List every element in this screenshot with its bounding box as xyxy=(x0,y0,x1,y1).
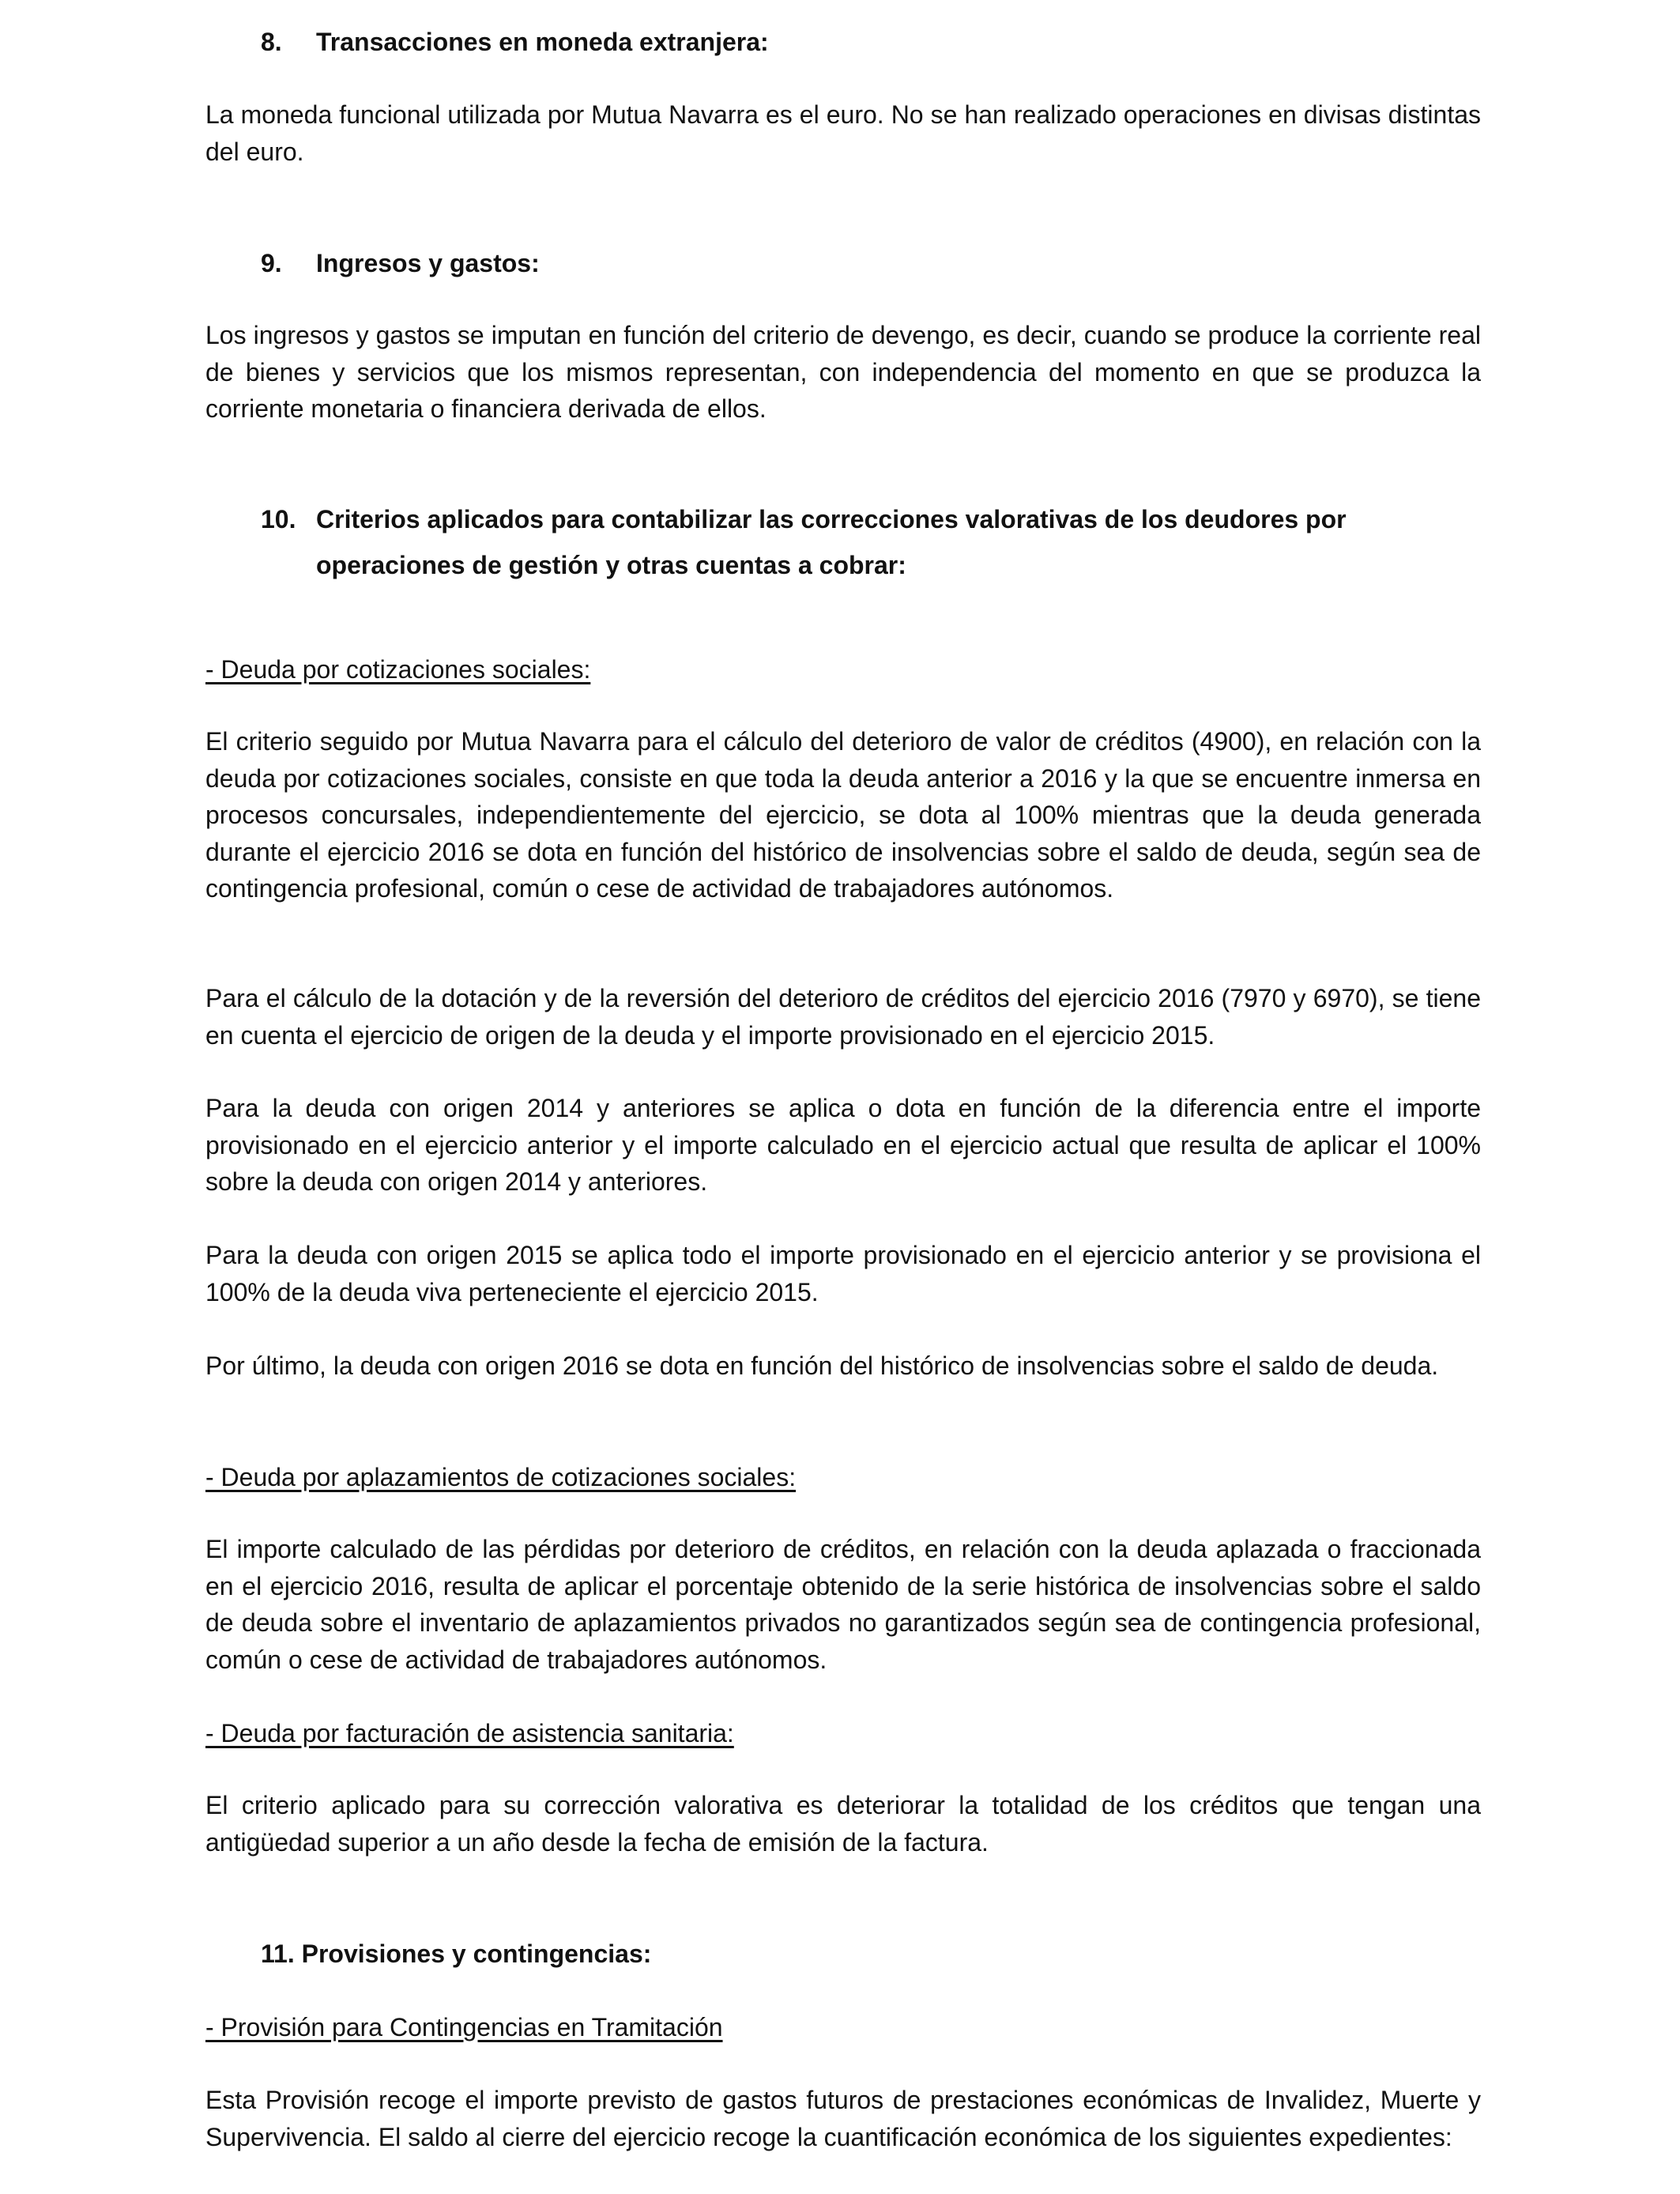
section-10-title-line2: operaciones de gestión y otras cuentas a cobrar: xyxy=(316,551,906,579)
section-8-number: 8. xyxy=(261,28,282,56)
section-9-title: Ingresos y gastos: xyxy=(316,249,540,277)
section-11-heading xyxy=(261,1931,651,1977)
section-9-number: 9. xyxy=(261,249,282,277)
section-10-subheading-aplazamientos: - Deuda por aplazamientos de cotizaciones sociales: xyxy=(205,1463,797,1491)
section-10-subheading-facturacion: - Deuda por facturación de asistencia sanitaria: xyxy=(205,1719,734,1747)
section-10-paragraph-2: Para el cálculo de la dotación y de la reversión del deterioro de créditos del ejercicio 2016 (7970 y 6970), se tiene en cuenta el ejercicio de origen de la deuda y el importe provisionado en el ejercicio 2015. xyxy=(205,984,1481,1050)
section-10-paragraph-4: Para la deuda con origen 2015 se aplica todo el importe provisionado en el ejercicio anterior y se provisiona el 100% de la deuda viva perteneciente el ejercicio 2015. xyxy=(205,1241,1481,1306)
section-9-paragraph: Los ingresos y gastos se imputan en función del criterio de devengo, es decir, cuando se produce la corriente real de bienes y servicios que los mismos representan, con independencia del momento en que se produzca la corriente monetaria o financiera derivada de ellos. xyxy=(205,321,1481,423)
section-10-subheading-cotizaciones: - Deuda por cotizaciones sociales: xyxy=(205,655,591,684)
section-11-subheading-provision: - Provisión para Contingencias en Tramitación xyxy=(205,2013,723,2041)
section-10-title-line1: Criterios aplicados para contabilizar las correcciones valorativas de los deudores por xyxy=(316,505,1347,533)
section-10-number: 10. xyxy=(261,505,296,533)
section-10-paragraph-6: El importe calculado de las pérdidas por deterioro de créditos, en relación con la deuda aplazada o fraccionada en el ejercicio 2016, resulta de aplicar el porcentaje obtenido de la serie histórica de insolvencias sobre el saldo de deuda sobre el inventario de aplazamientos privados no garantizados según sea de contingencia profesional, común o cese de actividad de trabajadores autónomos. xyxy=(205,1535,1481,1674)
section-8-paragraph: La moneda funcional utilizada por Mutua Navarra es el euro. No se han realizado operaciones en divisas distintas del euro. xyxy=(205,100,1481,166)
section-8-title: Transacciones en moneda extranjera: xyxy=(316,28,769,56)
section-10-paragraph-3: Para la deuda con origen 2014 y anteriores se aplica o dota en función de la diferencia entre el importe provisionado en el ejercicio anterior y el importe calculado en el ejercicio actual que resulta de aplicar el 100% sobre la deuda con origen 2014 y anteriores. xyxy=(205,1094,1481,1196)
section-11-paragraph-1: Esta Provisión recoge el importe previsto de gastos futuros de prestaciones económicas de Invalidez, Muerte y Supervivencia. El saldo al cierre del ejercicio recoge la cuantificación económica de los siguientes expedientes: xyxy=(205,2086,1481,2151)
section-10-paragraph-1: El criterio seguido por Mutua Navarra para el cálculo del deterioro de valor de créditos (4900), en relación con la deuda por cotizaciones sociales, consiste en que toda la deuda anterior a 2016 y la que se encuentre inmersa en procesos concursales, independientemente del ejercicio, se dota al 100% mientras que la deuda generada durante el ejercicio 2016 se dota en función del histórico de insolvencias sobre el saldo de deuda, según sea de contingencia profesional, común o cese de actividad de trabajadores autónomos. xyxy=(205,727,1481,903)
section-10-paragraph-5: Por último, la deuda con origen 2016 se dota en función del histórico de insolvencias sobre el saldo de deuda. xyxy=(205,1351,1439,1380)
section-11-title: 11. Provisiones y contingencias: xyxy=(261,1940,652,1968)
section-10-paragraph-7: El criterio aplicado para su corrección valorativa es deteriorar la totalidad de los créditos que tengan una antigüedad superior a un año desde la fecha de emisión de la factura. xyxy=(205,1791,1481,1857)
